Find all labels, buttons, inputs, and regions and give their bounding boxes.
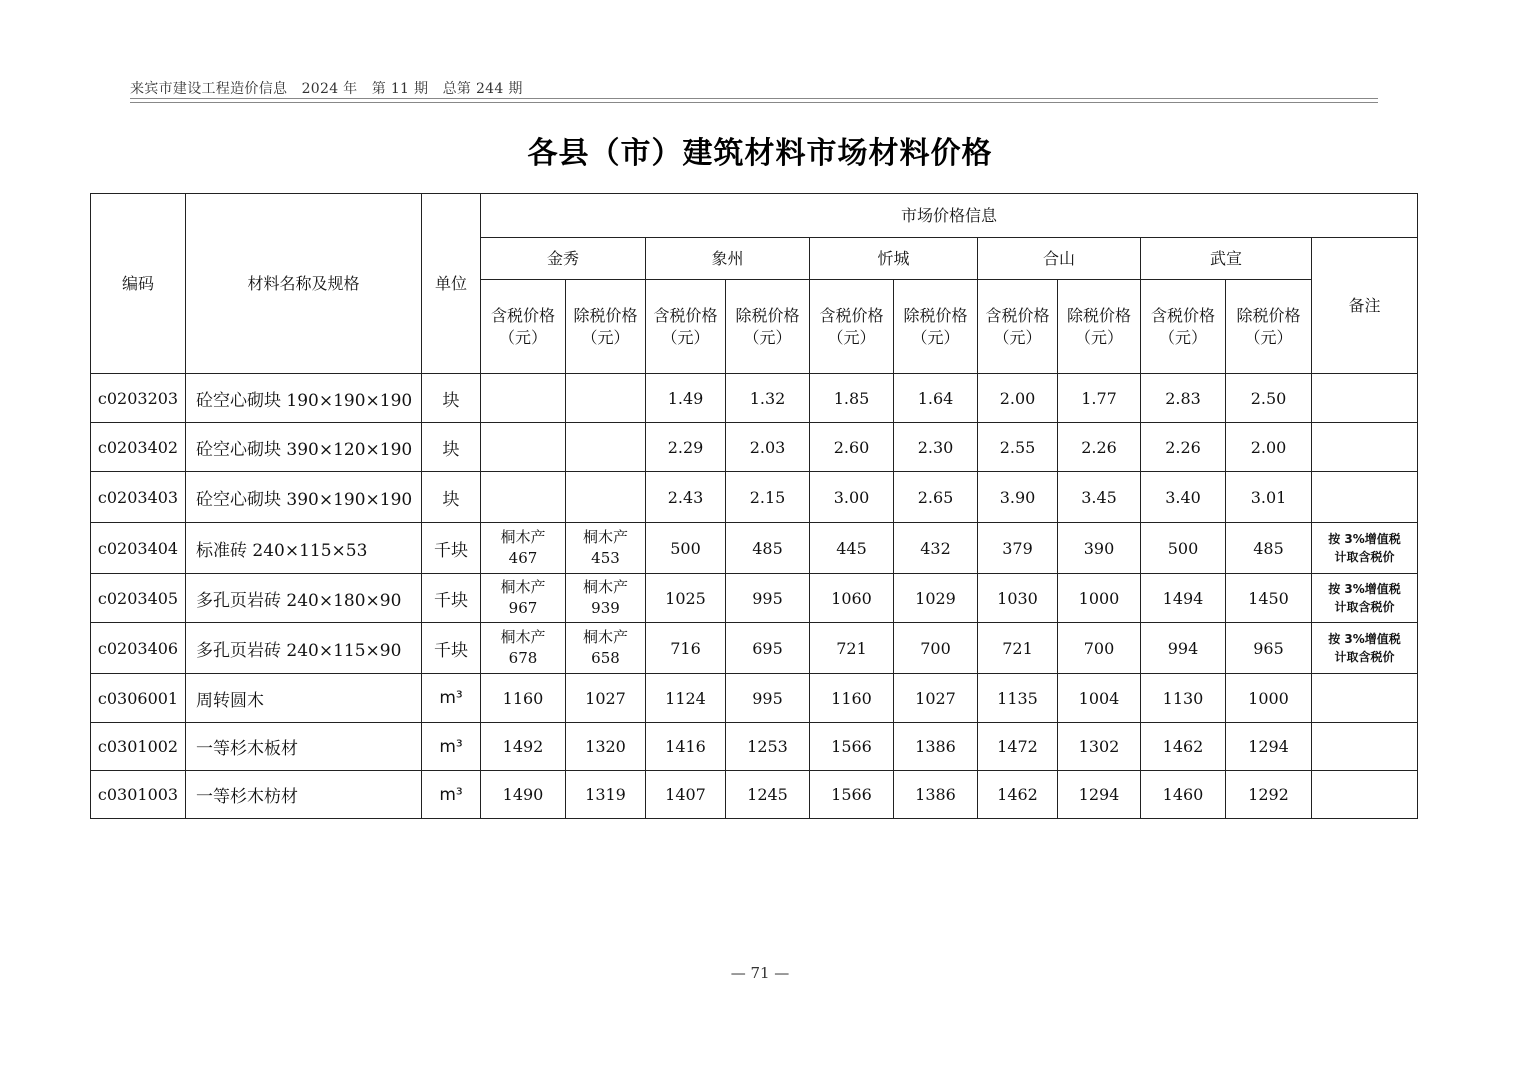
- page-number: — 71 —: [730, 964, 790, 982]
- price-with-tax-cell: 721: [978, 623, 1058, 674]
- origin-label: 桐木产: [500, 528, 546, 546]
- price-without-tax-cell: 1000: [1058, 574, 1141, 623]
- origin-label: 桐木产: [582, 628, 628, 646]
- material-code: c0203203: [91, 374, 186, 423]
- remark-line: 按 3%增值税: [1328, 532, 1401, 546]
- price-with-tax-cell: 1.49: [646, 374, 726, 423]
- price-with-tax-cell: 1460: [1141, 771, 1226, 819]
- material-unit: 块: [422, 472, 481, 523]
- remark-line: 计取含税价: [1334, 600, 1395, 614]
- table-row: [91, 423, 1418, 472]
- price-with-tax-cell: 1060: [810, 574, 894, 623]
- price-without-tax-cell: 995: [726, 574, 810, 623]
- price-without-tax-cell: 1292: [1226, 771, 1312, 819]
- price-with-tax-cell: 2.29: [646, 423, 726, 472]
- page-title: 各县（市）建筑材料市场材料价格: [527, 136, 993, 171]
- price-type-label: 除税价格: [735, 305, 800, 325]
- material-code: c0301003: [91, 771, 186, 819]
- origin-label: 桐木产: [582, 578, 628, 596]
- price-without-tax-cell: 485: [726, 523, 810, 574]
- price-with-tax-header: [646, 280, 726, 374]
- table-row: [91, 771, 1418, 819]
- price-without-tax-cell: 995: [726, 674, 810, 723]
- price-without-tax-header: [894, 280, 978, 374]
- price-with-tax-cell: 716: [646, 623, 726, 674]
- currency-unit-label: （元）: [661, 327, 710, 347]
- price-without-tax-cell: 700: [894, 623, 978, 674]
- remark-line: 计取含税价: [1334, 650, 1395, 664]
- price-with-tax-cell: 1462: [978, 771, 1058, 819]
- table-row: [91, 574, 1418, 623]
- price-without-tax-cell: 700: [1058, 623, 1141, 674]
- table-row: [91, 523, 1418, 574]
- price-type-label: 除税价格: [903, 305, 968, 325]
- material-name: 标准砖 240×115×53: [186, 523, 422, 574]
- price-type-label: 含税价格: [653, 305, 718, 325]
- table-row: [91, 374, 1418, 423]
- price-without-tax-cell: 1.32: [726, 374, 810, 423]
- remark-cell: [1312, 623, 1418, 674]
- price-without-tax-cell: 3.45: [1058, 472, 1141, 523]
- region-header: 忻城: [810, 238, 978, 280]
- currency-unit-label: （元）: [581, 327, 630, 347]
- price-without-tax-cell: 965: [1226, 623, 1312, 674]
- remark-cell: [1312, 574, 1418, 623]
- col-header-unit: 单位: [422, 194, 481, 374]
- material-name: 砼空心砌块 390×120×190: [186, 423, 422, 472]
- remark-cell: [1312, 723, 1418, 771]
- price-with-tax-cell: 3.40: [1141, 472, 1226, 523]
- header-rule: [130, 98, 1378, 103]
- material-name: 砼空心砌块 190×190×190: [186, 374, 422, 423]
- price-without-tax-cell: [566, 423, 646, 472]
- price-with-tax-cell: 1025: [646, 574, 726, 623]
- region-header: 武宣: [1141, 238, 1312, 280]
- price-with-tax-cell: 500: [1141, 523, 1226, 574]
- price-with-tax-header: [481, 280, 566, 374]
- price-value: 678: [508, 649, 538, 667]
- region-header: 合山: [978, 238, 1141, 280]
- material-name: 砼空心砌块 390×190×190: [186, 472, 422, 523]
- material-unit: 块: [422, 423, 481, 472]
- price-with-tax-cell: 2.26: [1141, 423, 1226, 472]
- price-with-tax-cell: 1566: [810, 771, 894, 819]
- material-name: 多孔页岩砖 240×180×90: [186, 574, 422, 623]
- price-without-tax-cell: [566, 523, 646, 574]
- price-without-tax-cell: 1027: [894, 674, 978, 723]
- remark-cell: [1312, 374, 1418, 423]
- price-without-tax-cell: 1027: [566, 674, 646, 723]
- price-with-tax-cell: [481, 523, 566, 574]
- price-type-label: 含税价格: [1150, 305, 1215, 325]
- currency-unit-label: （元）: [911, 327, 960, 347]
- price-with-tax-cell: 2.43: [646, 472, 726, 523]
- price-without-tax-cell: 2.30: [894, 423, 978, 472]
- material-name: 多孔页岩砖 240×115×90: [186, 623, 422, 674]
- price-without-tax-cell: 2.65: [894, 472, 978, 523]
- price-without-tax-header: [726, 280, 810, 374]
- price-with-tax-cell: 1030: [978, 574, 1058, 623]
- price-with-tax-cell: 1407: [646, 771, 726, 819]
- price-type-label: 含税价格: [490, 305, 555, 325]
- material-code: c0203404: [91, 523, 186, 574]
- running-header: 来宾市建设工程造价信息 2024 年 第 11 期 总第 244 期: [130, 81, 523, 97]
- table-row: [91, 472, 1418, 523]
- price-with-tax-cell: 2.83: [1141, 374, 1226, 423]
- price-value: 658: [591, 649, 620, 667]
- currency-unit-label: （元）: [1158, 327, 1207, 347]
- remark-cell: [1312, 472, 1418, 523]
- price-type-label: 除税价格: [1236, 305, 1301, 325]
- price-without-tax-header: [566, 280, 646, 374]
- price-with-tax-cell: 2.60: [810, 423, 894, 472]
- price-without-tax-cell: 2.00: [1226, 423, 1312, 472]
- price-without-tax-cell: 1294: [1058, 771, 1141, 819]
- price-with-tax-cell: 1494: [1141, 574, 1226, 623]
- price-without-tax-header: [1058, 280, 1141, 374]
- price-without-tax-cell: 1.77: [1058, 374, 1141, 423]
- price-with-tax-cell: 379: [978, 523, 1058, 574]
- price-with-tax-cell: 1492: [481, 723, 566, 771]
- currency-unit-label: （元）: [1074, 327, 1123, 347]
- price-with-tax-cell: 994: [1141, 623, 1226, 674]
- price-type-label: 含税价格: [819, 305, 884, 325]
- currency-unit-label: （元）: [743, 327, 792, 347]
- table-row: [91, 674, 1418, 723]
- currency-unit-label: （元）: [498, 327, 547, 347]
- price-without-tax-cell: 1450: [1226, 574, 1312, 623]
- price-without-tax-cell: 2.03: [726, 423, 810, 472]
- region-header: 金秀: [481, 238, 646, 280]
- material-code: c0203406: [91, 623, 186, 674]
- material-unit: 千块: [422, 523, 481, 574]
- price-with-tax-cell: 3.90: [978, 472, 1058, 523]
- col-header-name: 材料名称及规格: [186, 194, 422, 374]
- price-with-tax-cell: 1124: [646, 674, 726, 723]
- material-code: c0203405: [91, 574, 186, 623]
- material-unit: 块: [422, 374, 481, 423]
- price-without-tax-cell: 1253: [726, 723, 810, 771]
- price-without-tax-cell: 390: [1058, 523, 1141, 574]
- remark-line: 按 3%增值税: [1328, 632, 1401, 646]
- price-with-tax-cell: 3.00: [810, 472, 894, 523]
- price-without-tax-cell: [566, 623, 646, 674]
- currency-unit-label: （元）: [993, 327, 1042, 347]
- material-unit: m³: [422, 771, 481, 819]
- price-without-tax-cell: [566, 574, 646, 623]
- price-without-tax-cell: 1386: [894, 771, 978, 819]
- price-without-tax-cell: 1245: [726, 771, 810, 819]
- origin-label: 桐木产: [582, 528, 628, 546]
- price-with-tax-cell: 721: [810, 623, 894, 674]
- price-without-tax-header: [1226, 280, 1312, 374]
- remark-cell: [1312, 674, 1418, 723]
- col-header-code: 编码: [91, 194, 186, 374]
- price-with-tax-cell: 1462: [1141, 723, 1226, 771]
- remark-cell: [1312, 523, 1418, 574]
- remark-cell: [1312, 423, 1418, 472]
- price-without-tax-cell: 1294: [1226, 723, 1312, 771]
- price-with-tax-cell: 1490: [481, 771, 566, 819]
- price-without-tax-cell: 695: [726, 623, 810, 674]
- price-with-tax-cell: [481, 623, 566, 674]
- material-code: c0306001: [91, 674, 186, 723]
- price-without-tax-cell: 1319: [566, 771, 646, 819]
- price-table: [90, 193, 1418, 819]
- price-without-tax-cell: 2.15: [726, 472, 810, 523]
- col-header-market-price-info: 市场价格信息: [481, 194, 1418, 238]
- price-with-tax-header: [1141, 280, 1226, 374]
- price-type-label: 除税价格: [573, 305, 638, 325]
- remark-line: 按 3%增值税: [1328, 582, 1401, 596]
- table-row: [91, 723, 1418, 771]
- currency-unit-label: （元）: [1244, 327, 1293, 347]
- material-code: c0301002: [91, 723, 186, 771]
- origin-label: 桐木产: [500, 628, 546, 646]
- price-with-tax-cell: 2.00: [978, 374, 1058, 423]
- price-without-tax-cell: 485: [1226, 523, 1312, 574]
- price-without-tax-cell: 2.26: [1058, 423, 1141, 472]
- remark-line: 计取含税价: [1334, 550, 1395, 564]
- price-without-tax-cell: 1004: [1058, 674, 1141, 723]
- price-type-label: 含税价格: [985, 305, 1050, 325]
- origin-label: 桐木产: [500, 578, 546, 596]
- remark-cell: [1312, 771, 1418, 819]
- price-without-tax-cell: 1000: [1226, 674, 1312, 723]
- price-with-tax-cell: 1160: [810, 674, 894, 723]
- price-without-tax-cell: 1029: [894, 574, 978, 623]
- price-with-tax-cell: [481, 423, 566, 472]
- price-value: 467: [508, 549, 538, 567]
- region-header: 象州: [646, 238, 810, 280]
- material-code: c0203402: [91, 423, 186, 472]
- price-with-tax-header: [810, 280, 894, 374]
- price-with-tax-header: [978, 280, 1058, 374]
- price-value: 939: [591, 599, 620, 617]
- price-with-tax-cell: 2.55: [978, 423, 1058, 472]
- price-without-tax-cell: 3.01: [1226, 472, 1312, 523]
- price-type-label: 除税价格: [1066, 305, 1131, 325]
- col-header-note: 备注: [1312, 238, 1418, 374]
- price-with-tax-cell: 1.85: [810, 374, 894, 423]
- table-row: [91, 623, 1418, 674]
- material-unit: 千块: [422, 623, 481, 674]
- material-code: c0203403: [91, 472, 186, 523]
- price-with-tax-cell: [481, 472, 566, 523]
- price-without-tax-cell: [566, 374, 646, 423]
- price-with-tax-cell: 1566: [810, 723, 894, 771]
- material-unit: 千块: [422, 574, 481, 623]
- currency-unit-label: （元）: [827, 327, 876, 347]
- price-with-tax-cell: 1130: [1141, 674, 1226, 723]
- material-unit: m³: [422, 723, 481, 771]
- price-without-tax-cell: [566, 472, 646, 523]
- price-with-tax-cell: 1416: [646, 723, 726, 771]
- material-name: 一等杉木板材: [186, 723, 422, 771]
- price-with-tax-cell: [481, 574, 566, 623]
- price-value: 453: [591, 549, 620, 567]
- price-without-tax-cell: 432: [894, 523, 978, 574]
- price-without-tax-cell: 1320: [566, 723, 646, 771]
- material-unit: m³: [422, 674, 481, 723]
- price-without-tax-cell: 2.50: [1226, 374, 1312, 423]
- price-with-tax-cell: 1135: [978, 674, 1058, 723]
- price-with-tax-cell: 500: [646, 523, 726, 574]
- price-with-tax-cell: 1472: [978, 723, 1058, 771]
- price-without-tax-cell: 1.64: [894, 374, 978, 423]
- price-without-tax-cell: 1386: [894, 723, 978, 771]
- material-name: 周转圆木: [186, 674, 422, 723]
- price-without-tax-cell: 1302: [1058, 723, 1141, 771]
- price-with-tax-cell: 445: [810, 523, 894, 574]
- price-with-tax-cell: [481, 374, 566, 423]
- price-value: 967: [508, 599, 538, 617]
- price-with-tax-cell: 1160: [481, 674, 566, 723]
- material-name: 一等杉木枋材: [186, 771, 422, 819]
